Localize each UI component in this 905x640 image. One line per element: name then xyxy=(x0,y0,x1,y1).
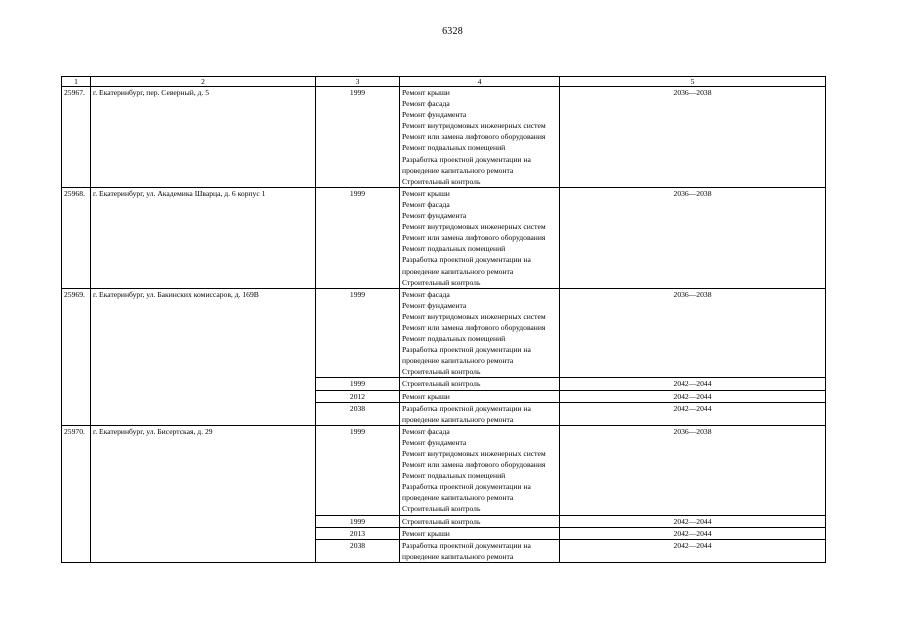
work-item: Ремонт крыши xyxy=(402,188,450,198)
column-header-5: 5 xyxy=(560,77,826,87)
period-cell: 2036—2038 xyxy=(560,187,826,288)
column-header-4: 4 xyxy=(400,77,560,87)
year-cell: 1999 xyxy=(316,378,400,390)
column-number-row xyxy=(62,77,826,87)
works-cell xyxy=(400,87,560,188)
work-item: Ремонт фундамента xyxy=(402,300,467,310)
year-cell: 2038 xyxy=(316,539,400,562)
work-item: Ремонт подвальных помещений xyxy=(402,244,506,254)
work-item: Строительный контроль xyxy=(402,504,481,514)
period-cell: 2036—2038 xyxy=(560,87,826,188)
work-item: Ремонт фасада xyxy=(402,289,450,299)
work-item: проведение капитального ремонта xyxy=(402,266,514,276)
year-cell: 1999 xyxy=(316,187,400,288)
period-cell: 2042—2044 xyxy=(560,539,826,562)
column-header-2: 2 xyxy=(91,77,316,87)
work-item: Разработка проектной документации на xyxy=(402,403,531,413)
work-item: проведение капитального ремонта xyxy=(402,165,514,175)
table-row xyxy=(62,425,826,515)
year-cell: 1999 xyxy=(316,515,400,527)
works-cell xyxy=(400,378,560,390)
work-item: Ремонт или замена лифтового оборудования xyxy=(402,132,546,142)
table-row xyxy=(62,288,826,378)
year-cell: 2012 xyxy=(316,390,400,402)
record-id: 25968. xyxy=(62,187,91,288)
work-item: Ремонт или замена лифтового оборудования xyxy=(402,322,546,332)
work-item: Разработка проектной документации на xyxy=(402,482,531,492)
work-item: Ремонт фундамента xyxy=(402,437,467,447)
year-cell: 1999 xyxy=(316,425,400,515)
work-item: проведение капитального ремонта xyxy=(402,356,514,366)
work-item: Разработка проектной документации на xyxy=(402,154,531,164)
record-id: 25967. xyxy=(62,87,91,188)
work-item: Ремонт фасада xyxy=(402,99,450,109)
works-cell xyxy=(400,425,560,515)
works-cell xyxy=(400,288,560,378)
work-item: Ремонт крыши xyxy=(402,528,450,538)
work-item: Ремонт внутридомовых инженерных систем xyxy=(402,121,546,131)
work-item: Ремонт подвальных помещений xyxy=(402,334,506,344)
table-row xyxy=(62,87,826,188)
work-item: Ремонт подвальных помещений xyxy=(402,143,506,153)
work-item: Ремонт фасада xyxy=(402,199,450,209)
works-cell xyxy=(400,539,560,562)
address-cell: г. Екатеринбург, ул. Бисертская, д. 29 xyxy=(91,425,316,562)
record-id: 25970. xyxy=(62,425,91,562)
address-cell: г. Екатеринбург, ул. Бакинских комиссаров, д. 169В xyxy=(91,288,316,425)
works-cell xyxy=(400,390,560,402)
record-id: 25969. xyxy=(62,288,91,425)
work-item: Ремонт фасада xyxy=(402,426,450,436)
year-cell: 1999 xyxy=(316,87,400,188)
address-cell: г. Екатеринбург, пер. Северный, д. 5 xyxy=(91,87,316,188)
work-item: Ремонт или замена лифтового оборудования xyxy=(402,460,546,470)
work-item: Строительный контроль xyxy=(402,379,481,389)
work-item: Ремонт или замена лифтового оборудования xyxy=(402,233,546,243)
work-item: Строительный контроль xyxy=(402,367,481,377)
table-body xyxy=(62,77,826,563)
page-number: 6328 xyxy=(442,26,463,37)
work-item: Ремонт фундамента xyxy=(402,211,467,221)
work-item: Строительный контроль xyxy=(402,277,481,287)
work-item: проведение капитального ремонта xyxy=(402,493,514,503)
period-cell: 2042—2044 xyxy=(560,402,826,425)
works-cell xyxy=(400,402,560,425)
capital-repair-table xyxy=(61,76,826,563)
address-cell: г. Екатеринбург, ул. Академика Шварца, д. 6 корпус 1 xyxy=(91,187,316,288)
work-item: Разработка проектной документации на xyxy=(402,255,531,265)
period-cell: 2042—2044 xyxy=(560,515,826,527)
column-header-1: 1 xyxy=(62,77,91,87)
work-item: Ремонт внутридомовых инженерных систем xyxy=(402,449,546,458)
column-header-3: 3 xyxy=(316,77,400,87)
period-cell: 2042—2044 xyxy=(560,527,826,539)
period-cell: 2036—2038 xyxy=(560,425,826,515)
period-cell: 2042—2044 xyxy=(560,378,826,390)
work-item: Строительный контроль xyxy=(402,176,481,186)
period-cell: 2036—2038 xyxy=(560,288,826,378)
work-item: Разработка проектной документации на xyxy=(402,345,531,355)
work-item: Ремонт фундамента xyxy=(402,110,467,120)
work-item: Строительный контроль xyxy=(402,516,481,526)
work-item: проведение капитального ремонта xyxy=(402,414,514,424)
works-cell xyxy=(400,515,560,527)
year-cell: 2013 xyxy=(316,527,400,539)
period-cell: 2042—2044 xyxy=(560,390,826,402)
year-cell: 2038 xyxy=(316,402,400,425)
table-row xyxy=(62,187,826,288)
year-cell: 1999 xyxy=(316,288,400,378)
work-item: Ремонт крыши xyxy=(402,88,450,97)
work-item: проведение капитального ремонта xyxy=(402,551,514,561)
work-item: Ремонт подвальных помещений xyxy=(402,471,506,481)
work-item: Разработка проектной документации на xyxy=(402,540,531,550)
works-cell xyxy=(400,187,560,288)
work-item: Ремонт крыши xyxy=(402,391,450,401)
work-item: Ремонт внутридомовых инженерных систем xyxy=(402,311,546,321)
work-item: Ремонт внутридомовых инженерных систем xyxy=(402,222,546,232)
works-cell xyxy=(400,527,560,539)
